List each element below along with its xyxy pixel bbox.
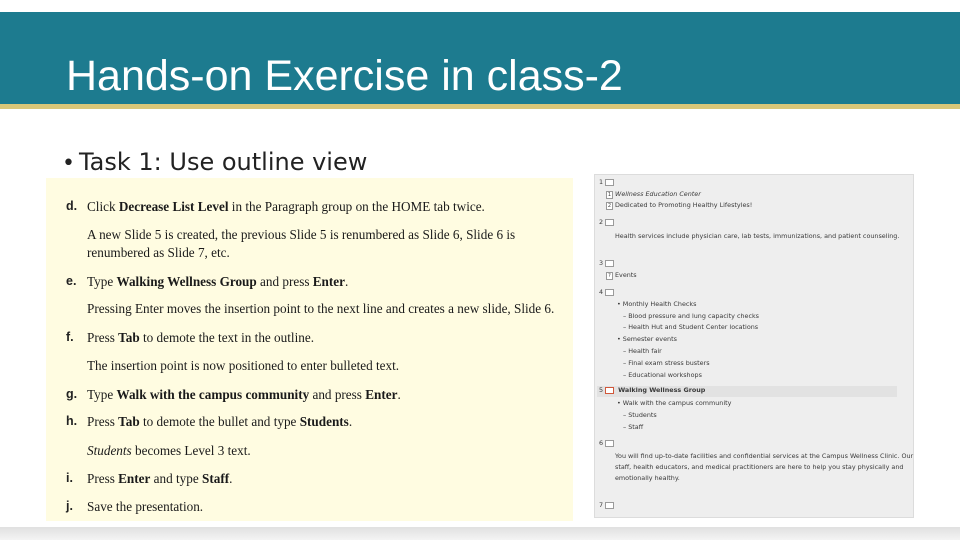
outline-slide-number[interactable]: [599, 439, 614, 448]
slide-number: 7: [599, 501, 604, 509]
outline-text-line[interactable]: • Monthly Health Checks: [617, 300, 697, 308]
bottom-rule: [0, 527, 960, 540]
outline-text-line[interactable]: You will find up-to-date facilities and confidential services at the Campus Wellness Clinic. Our: [615, 452, 914, 460]
outline-slide-title[interactable]: Walking Wellness Group: [618, 386, 706, 394]
placeholder-number-icon: ?: [606, 272, 613, 280]
step-text: Press Enter and type Staff.: [87, 471, 233, 486]
step-text: The insertion point is now positioned to enter bulleted text.: [87, 358, 400, 373]
step-letter: f.: [66, 330, 74, 344]
placeholder-number-icon: 2: [607, 203, 612, 209]
slide-thumbnail-icon[interactable]: [605, 260, 614, 267]
step-text: Press Tab to demote the text in the outline.: [87, 330, 314, 345]
slide-thumbnail-icon[interactable]: [605, 219, 614, 226]
outline-slide-number[interactable]: [599, 259, 614, 268]
slide-thumbnail-icon[interactable]: [605, 440, 614, 447]
outline-slide-number[interactable]: [599, 288, 614, 297]
outline-text-line[interactable]: emotionally healthy.: [615, 474, 680, 482]
step-text: Press Tab to demote the bullet and type Students.: [87, 414, 353, 429]
outline-slide-number[interactable]: [599, 501, 614, 510]
outline-text-line[interactable]: – Health Hut and Student Center locations: [623, 323, 759, 331]
step-letter: d.: [66, 199, 78, 213]
step-letter: g.: [66, 387, 78, 401]
slide-thumbnail-icon[interactable]: [605, 179, 614, 186]
step-text: Pressing Enter moves the insertion point to the next line and creates a new slide, Slide 6.: [87, 301, 555, 316]
task-bullet: [62, 148, 367, 176]
outline-text-line[interactable]: Events: [615, 271, 637, 279]
outline-text-line[interactable]: – Staff: [623, 423, 644, 431]
bullet-dot: •: [62, 151, 75, 176]
step-letter: i.: [66, 471, 73, 485]
step-letter: j.: [66, 499, 73, 513]
title-underline: [0, 104, 960, 109]
slide-number: 4: [599, 288, 604, 296]
outline-text-line[interactable]: – Blood pressure and lung capacity checks: [623, 312, 759, 320]
outline-text-line[interactable]: – Final exam stress busters: [623, 359, 710, 367]
outline-text-line[interactable]: staff, health educators, and medical practitioners are here to help you stay physically and: [615, 463, 904, 471]
outline-text-line[interactable]: – Students: [623, 411, 657, 419]
step-letter: e.: [66, 274, 77, 288]
outline-text-line[interactable]: – Educational workshops: [623, 371, 702, 379]
slide-number: 6: [599, 439, 604, 447]
outline-text-line[interactable]: • Walk with the campus community: [617, 399, 732, 407]
slide-thumbnail-icon[interactable]: [605, 387, 614, 394]
outline-view-panel: [594, 174, 914, 518]
outline-text-line[interactable]: Dedicated to Promoting Healthy Lifestyles!: [615, 201, 753, 209]
outline-text-line[interactable]: Health services include physician care, lab tests, immunizations, and patient counseling.: [615, 232, 900, 240]
outline-text-line[interactable]: – Health fair: [623, 347, 662, 355]
task-text: Task 1: Use outline view: [78, 148, 368, 176]
outline-text-line[interactable]: • Semester events: [617, 335, 677, 343]
outline-slide-number[interactable]: [599, 178, 614, 187]
outline-text-line[interactable]: Wellness Education Center: [615, 190, 701, 198]
step-text: Students becomes Level 3 text.: [87, 443, 251, 458]
slide-thumbnail-icon[interactable]: [605, 289, 614, 296]
step-letter: h.: [66, 414, 78, 428]
slide-thumbnail-icon[interactable]: [605, 502, 614, 509]
slide-number: 5: [599, 386, 604, 394]
slide-title: Hands-on Exercise in class-2: [66, 52, 623, 100]
step-text: Type Walking Wellness Group and press Enter.: [87, 274, 349, 289]
step-text: Save the presentation.: [87, 499, 204, 514]
outline-slide-number[interactable]: [599, 218, 614, 227]
placeholder-number-icon: 1: [607, 192, 612, 198]
slide-number: 2: [599, 218, 604, 226]
step-text: Type Walk with the campus community and press Enter.: [87, 387, 401, 402]
step-text: A new Slide 5 is created, the previous Slide 5 is renumbered as Slide 6, Slide 6 is renumbered as Slide 7, etc.: [87, 227, 516, 260]
step-text: Click Decrease List Level in the Paragraph group on the HOME tab twice.: [87, 199, 485, 214]
outline-slide-number[interactable]: [599, 386, 705, 395]
slide-number: 3: [599, 259, 604, 267]
instructions-panel: [46, 178, 573, 521]
slide-number: 1: [599, 178, 604, 186]
